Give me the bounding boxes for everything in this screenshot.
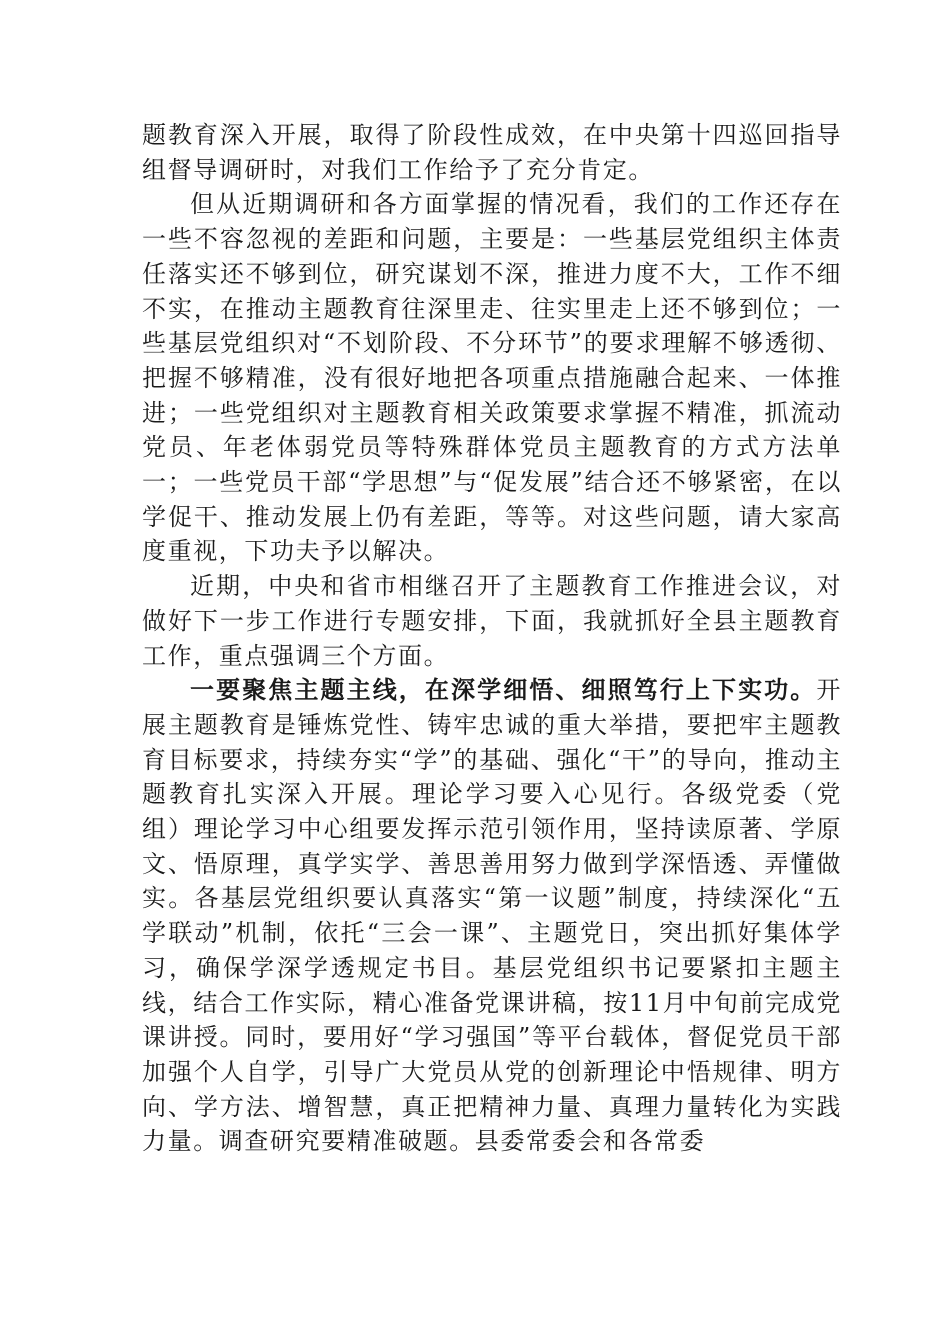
document-body xyxy=(142,118,842,1159)
paragraph-bold-heading: 一要聚焦主题主线，在深学细悟、细照笃行上下实功。 xyxy=(190,675,817,705)
paragraph-introduction xyxy=(142,569,842,673)
paragraph-text: 开展主题教育是锤炼党性、铸牢忠诚的重大举措，要把牢主题教育目标要求，持续夯实“学”的基础、强化“干”的导向，推动主题教育扎实深入开展。理论学习要入心见行。各级党委（党组）理论学习中心组要发挥示范引领作用，坚持读原著、学原文、悟原理，真学实学、善思善用努力做到学深悟透、弄懂做实。各基层党组织要认真落实“第一议题”制度，持续深化“五学联动”机制，依托“三会一课”、主题党日，突出抓好集体学习，确保学深学透规定书目。基层党组织书记要紧扣主题主线，结合工作实际，精心准备党课讲稿，按11月中旬前完成党课讲授。同时，要用好“学习强国”等平台载体，督促党员干部加强个人自学，引导广大党员从党的创新理论中悟规律、明方向、学方法、增智慧，真正把精神力量、真理力量转化为实践力量。调查研究要精准破题。县委常委会和各常委 xyxy=(142,676,842,1156)
paragraph-problems xyxy=(142,187,842,569)
paragraph-text: 近期，中央和省市相继召开了主题教育工作推进会议，对做好下一步工作进行专题安排，下面，我就抓好全县主题教育工作，重点强调三个方面。 xyxy=(142,572,842,670)
paragraph-text: 但从近期调研和各方面掌握的情况看，我们的工作还存在一些不容忽视的差距和问题，主要是：一些基层党组织主体责任落实还不够到位，研究谋划不深，推进力度不大，工作不细不实，在推动主题教育往深里走、往实里走上还不够到位；一些基层党组织对“不划阶段、不分环节”的要求理解不够透彻、把握不够精准，没有很好地把各项重点措施融合起来、一体推进；一些党组织对主题教育相关政策要求掌握不精准，抓流动党员、年老体弱党员等特殊群体党员主题教育的方式方法单一；一些党员干部“学思想”与“促发展”结合还不够紧密，在以学促干、推动发展上仍有差距，等等。对这些问题，请大家高度重视，下功夫予以解决。 xyxy=(142,190,842,566)
paragraph-text: 题教育深入开展，取得了阶段性成效，在中央第十四巡回指导组督导调研时，对我们工作给予了充分肯定。 xyxy=(142,121,842,184)
paragraph-continuation xyxy=(142,118,842,187)
paragraph-point-one xyxy=(142,673,842,1159)
